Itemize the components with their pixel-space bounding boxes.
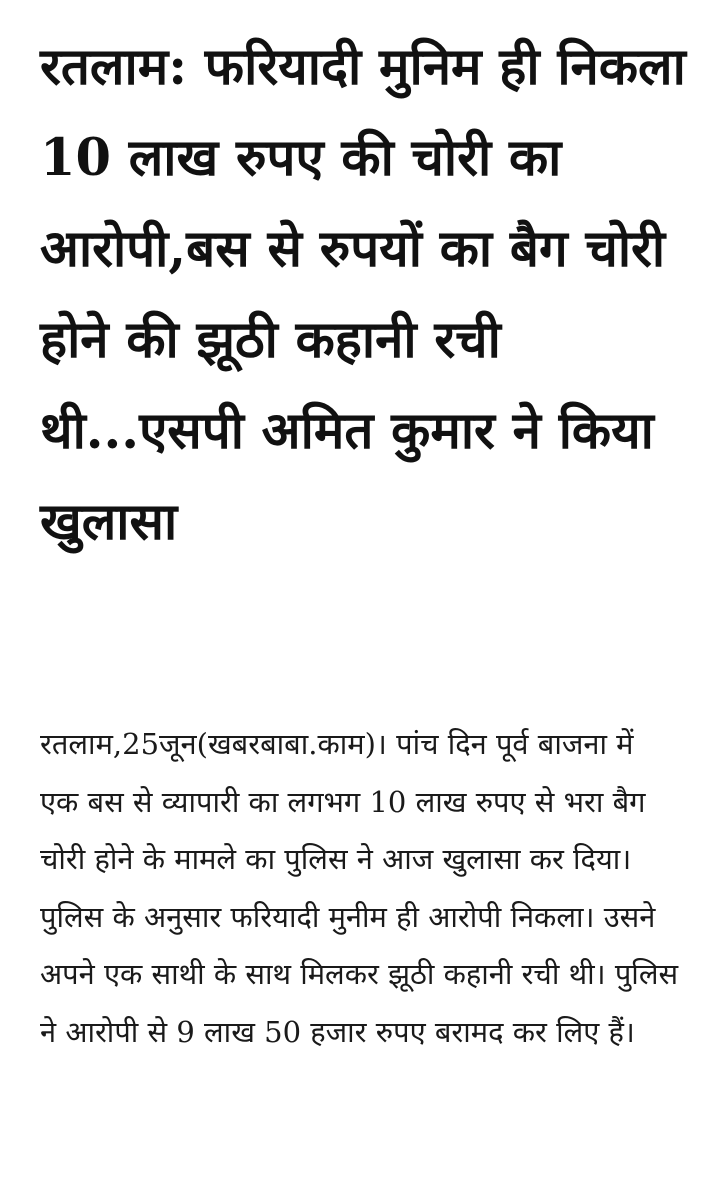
article-body: रतलाम,25जून(खबरबाबा.काम)। पांच दिन पूर्व बाजना में एक बस से व्यापारी का लगभग 10 लाख रुपए से भरा बैग चोरी होने के मामले का पुलिस ने आज खुलासा कर दिया। पुलिस के अनुसार फरियादी मुनीम ही आरोपी निकला। उसने अपने एक साथी के साथ मिलकर झूठी कहानी रची थी। पुलिस ने आरोपी से 9 लाख 50 हजार रुपए बरामद कर लिए हैं। xyxy=(40,727,679,1049)
news-article xyxy=(40,0,690,1049)
article-headline: रतलाम: फरियादी मुनिम ही निकला 10 लाख रुपए की चोरी का आरोपी,बस से रुपयों का बैग चोरी होने की झूठी कहानी रची थी...एसपी अमित कुमार ने किया खुलासा xyxy=(40,37,686,552)
